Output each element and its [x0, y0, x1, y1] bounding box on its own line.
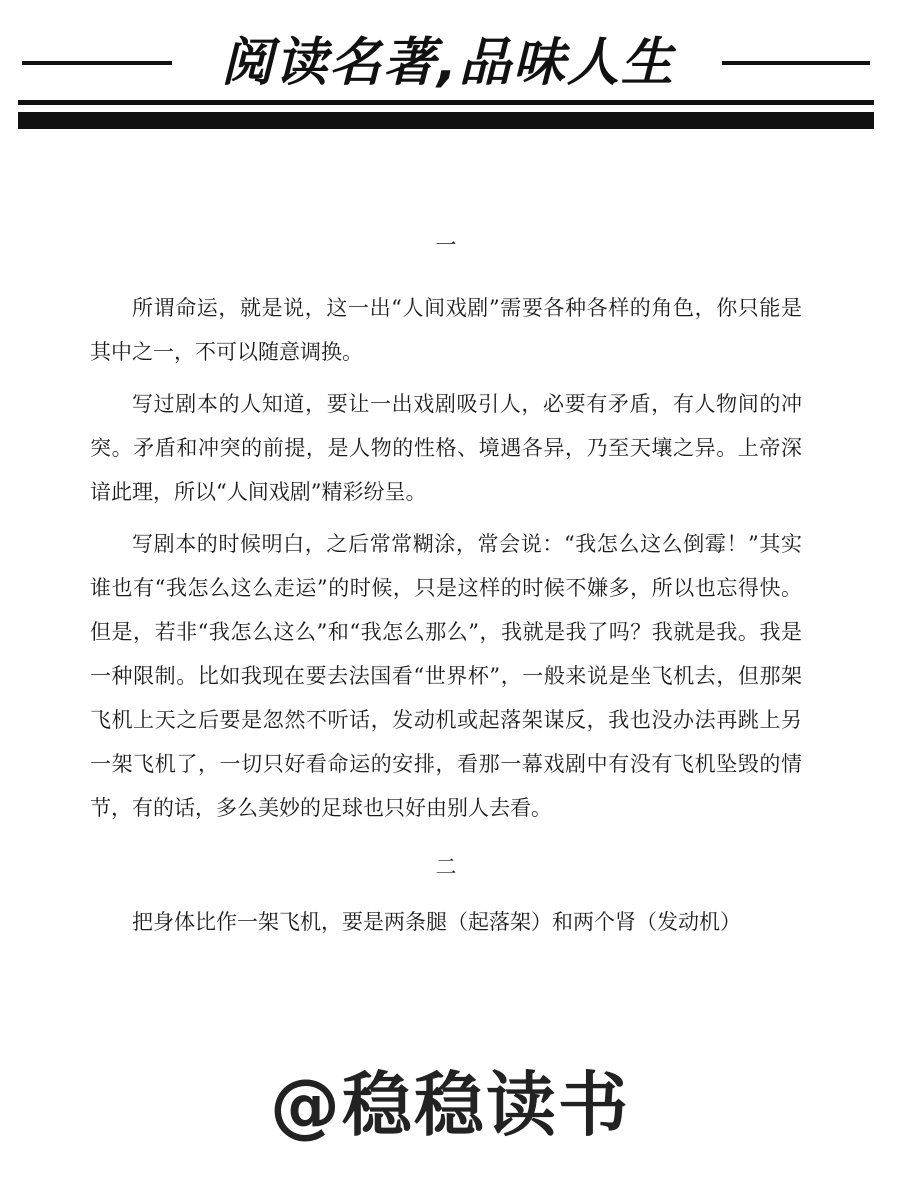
article-body	[90, 230, 802, 952]
header-right-line	[722, 61, 870, 65]
section-two-heading: 二	[435, 855, 457, 879]
paragraph-4: 把身体比作一架飞机，要是两条腿（起落架）和两个肾（发动机）	[132, 910, 741, 934]
paragraph-1: 所谓命运，就是说，这一出“人间戏剧”需要各种各样的角色，你只能是其中之一，不可以随意调换。	[90, 296, 802, 364]
header-rule-thick	[18, 112, 874, 129]
header-rule-thin	[18, 100, 874, 105]
paragraph-3: 写剧本的时候明白，之后常常糊涂，常会说：“我怎么这么倒霉！”其实谁也有“我怎么这么走运”的时候，只是这样的时候不嫌多，所以也忘得快。但是，若非“我怎么这么”和“我怎么那么”，我就是我了吗？我就是我。我是一种限制。比如我现在要去法国看“世界杯”，一般来说是坐飞机去，但那架飞机上天之后要是忽然不听话，发动机或起落架谋反，我也没办法再跳上另一架飞机了，一切只好看命运的安排，看那一幕戏剧中有没有飞机坠毁的情节，有的话，多么美妙的足球也只好由别人去看。	[90, 532, 802, 820]
author-signature: @稳稳读书	[270, 1064, 630, 1146]
section-one-heading: 一	[435, 233, 457, 257]
header-title: 阅读名著,品味人生	[221, 33, 675, 93]
page-header	[18, 30, 874, 100]
paragraph-2: 写过剧本的人知道，要让一出戏剧吸引人，必要有矛盾，有人物间的冲突。矛盾和冲突的前提，是人物的性格、境遇各异，乃至天壤之异。上帝深谙此理，所以“人间戏剧”精彩纷呈。	[90, 392, 802, 504]
header-left-line	[22, 61, 172, 65]
